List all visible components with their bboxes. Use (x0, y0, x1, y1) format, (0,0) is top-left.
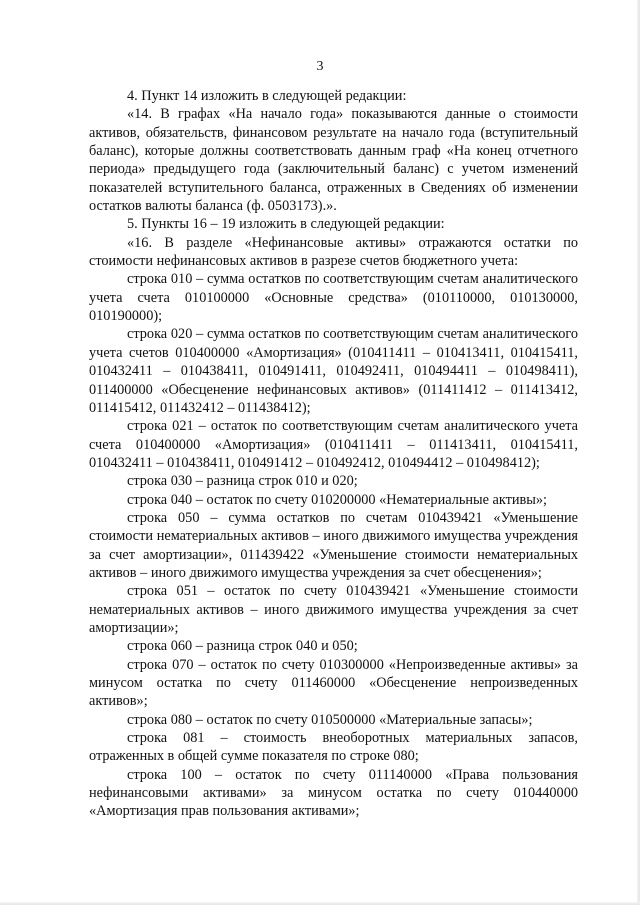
paragraph-item-4-heading: 4. Пункт 14 изложить в следующей редакции: (127, 88, 407, 104)
paragraph-line-100: строка 100 – остаток по счету 011140000 «Права пользования нефинансовыми активами» за минусом остатка по счету 010440000 «Амортизация прав пользования активами»; (89, 766, 578, 820)
paragraph-line-010: строка 010 – сумма остатков по соответствующим счетам аналитического учета счета 010100000 «Основные средства» (010110000, 010130000, 010190000); (89, 271, 578, 325)
document-body (89, 87, 578, 821)
page-number: 3 (316, 59, 324, 74)
paragraph-line-060: строка 060 – разница строк 040 и 050; (127, 638, 358, 655)
paragraph-line-040: строка 040 – остаток по счету 010200000 «Нематериальные активы»; (127, 491, 548, 508)
paragraph-item-16-intro: «16. В разделе «Нефинансовые активы» отражаются остатки по стоимости нефинансовых активов в разрезе счетов бюджетного учета: (89, 234, 578, 270)
paragraph-line-051: строка 051 – остаток по счету 010439421 «Уменьшение стоимости нематериальных активов – иного движимого имущества учреждения за счет амортизации»; (89, 583, 578, 636)
paragraph-item-5-heading: 5. Пункты 16 – 19 изложить в следующей редакции: (127, 216, 445, 233)
paragraph-line-021: строка 021 – остаток по соответствующим счетам аналитического учета счета 010400000 «Амортизация» (010411411 – 011413411, 010415411, 010432411 – 010438411, 010491412 – 010492412, 010494412 – 010498412); (89, 418, 578, 471)
paragraph-line-020: строка 020 – сумма остатков по соответствующим счетам аналитического учета счетов 010400000 «Амортизация» (010411411 – 010413411, 010415411, 010432411 – 010438411, 010491411, 010492411, 010494411 – 010498411), 011400000 «Обесценение нефинансовых активов» (011411412 – 011413412, 011415412, 011432412 – 011438412); (89, 326, 578, 416)
paragraph-line-050: строка 050 – сумма остатков по счетам 010439421 «Уменьшение стоимости нематериальных активов – иного движимого имущества учреждения за счет амортизации», 011439422 «Уменьшение стоимости нематериальных активов – иного движимого имущества учреждения за счет обесценения»; (89, 509, 578, 581)
paragraph-item-14-text: «14. В графах «На начало года» показываются данные о стоимости активов, обязательств, финансовом результате на начало года (вступительный баланс), которые должны соответствовать данным граф «На конец отчетного периода» предыдущего года (заключительный баланс) с учетом изменений показателей вступительного баланса, отраженных в Сведениях об изменении остатков валюты баланса (ф. 0503173).». (89, 106, 578, 215)
paragraph-line-080: строка 080 – остаток по счету 010500000 «Материальные запасы»; (127, 711, 533, 728)
paragraph-line-030: строка 030 – разница строк 010 и 020; (127, 473, 358, 490)
paragraph-line-070: строка 070 – остаток по счету 010300000 «Непроизведенные активы» за минусом остатка по счету 011460000 «Обесценение непроизведенных активов»; (89, 656, 578, 710)
paragraph-line-081: строка 081 – стоимость внеоборотных материальных запасов, отраженных в общей сумме показателя по строке 080; (89, 730, 578, 765)
